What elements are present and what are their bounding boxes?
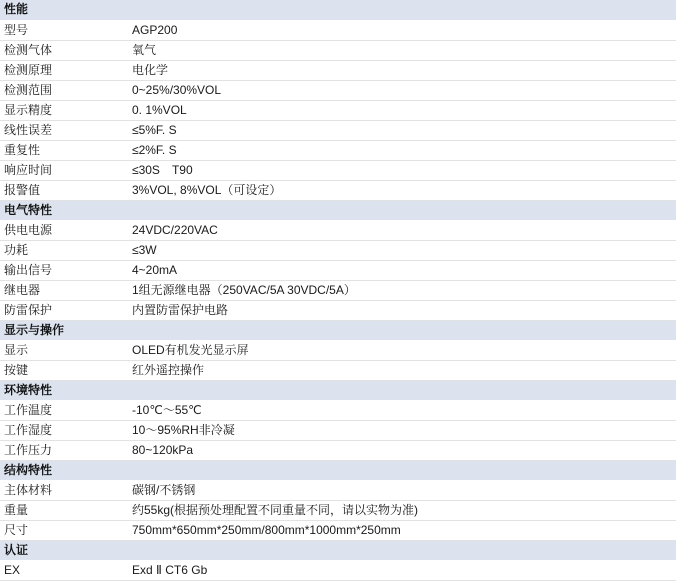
row-value: 1组无源继电器（250VAC/5A 30VDC/5A） — [128, 280, 676, 300]
section-title: 显示与操作 — [0, 320, 128, 340]
row-value: 碳钢/不锈钢 — [128, 480, 676, 500]
section-title: 环境特性 — [0, 380, 128, 400]
section-header-row — [0, 0, 676, 20]
row-value: 4~20mA — [128, 260, 676, 280]
table-row — [0, 480, 676, 500]
table-row — [0, 420, 676, 440]
row-value: ≤3W — [128, 240, 676, 260]
table-row — [0, 140, 676, 160]
row-value: 24VDC/220VAC — [128, 220, 676, 240]
section-spacer — [128, 380, 676, 400]
section-spacer — [128, 460, 676, 480]
row-value: 氧气 — [128, 40, 676, 60]
section-title: 认证 — [0, 540, 128, 560]
row-value: -10℃～55℃ — [128, 400, 676, 420]
row-value: Exd Ⅱ CT6 Gb — [128, 560, 676, 580]
row-value: 750mm*650mm*250mm/800mm*1000mm*250mm — [128, 520, 676, 540]
table-row — [0, 280, 676, 300]
row-label: 防雷保护 — [0, 300, 128, 320]
row-value: 80~120kPa — [128, 440, 676, 460]
table-row — [0, 500, 676, 520]
table-row — [0, 440, 676, 460]
row-label: 报警值 — [0, 180, 128, 200]
row-label: 显示 — [0, 340, 128, 360]
table-row — [0, 340, 676, 360]
row-label: 重量 — [0, 500, 128, 520]
row-value: 0~25%/30%VOL — [128, 80, 676, 100]
row-label: 响应时间 — [0, 160, 128, 180]
table-row — [0, 60, 676, 80]
row-label: 尺寸 — [0, 520, 128, 540]
row-value: 红外遥控操作 — [128, 360, 676, 380]
row-label: 检测原理 — [0, 60, 128, 80]
row-value: AGP200 — [128, 20, 676, 40]
row-value: 3%VOL, 8%VOL（可设定） — [128, 180, 676, 200]
table-row — [0, 40, 676, 60]
row-value: ≤30S T90 — [128, 160, 676, 180]
row-label: 继电器 — [0, 280, 128, 300]
table-row — [0, 360, 676, 380]
section-header-row — [0, 460, 676, 480]
table-row — [0, 160, 676, 180]
row-label: 检测气体 — [0, 40, 128, 60]
section-title: 结构特性 — [0, 460, 128, 480]
table-row — [0, 20, 676, 40]
table-row — [0, 220, 676, 240]
table-row — [0, 520, 676, 540]
table-row — [0, 400, 676, 420]
row-label: 工作压力 — [0, 440, 128, 460]
section-spacer — [128, 0, 676, 20]
row-value: ≤2%F. S — [128, 140, 676, 160]
row-label: 主体材料 — [0, 480, 128, 500]
section-header-row — [0, 380, 676, 400]
section-title: 电气特性 — [0, 200, 128, 220]
table-row — [0, 300, 676, 320]
section-spacer — [128, 320, 676, 340]
row-value: 0. 1%VOL — [128, 100, 676, 120]
section-header-row — [0, 200, 676, 220]
row-value: ≤5%F. S — [128, 120, 676, 140]
row-label: 型号 — [0, 20, 128, 40]
row-label: 输出信号 — [0, 260, 128, 280]
row-label: 检测范围 — [0, 80, 128, 100]
row-value: 内置防雷保护电路 — [128, 300, 676, 320]
row-label: 功耗 — [0, 240, 128, 260]
row-label: EX — [0, 560, 128, 580]
row-label: 工作湿度 — [0, 420, 128, 440]
table-row — [0, 180, 676, 200]
row-label: 显示精度 — [0, 100, 128, 120]
section-header-row — [0, 320, 676, 340]
row-label: 工作温度 — [0, 400, 128, 420]
row-label: 线性误差 — [0, 120, 128, 140]
table-row — [0, 100, 676, 120]
table-row — [0, 240, 676, 260]
section-spacer — [128, 200, 676, 220]
row-value: 电化学 — [128, 60, 676, 80]
table-row — [0, 260, 676, 280]
row-label: 按键 — [0, 360, 128, 380]
row-value: 约55kg(根据预处理配置不同重量不同，请以实物为准) — [128, 500, 676, 520]
table-row — [0, 560, 676, 580]
table-row — [0, 80, 676, 100]
row-value: 10～95%RH非冷凝 — [128, 420, 676, 440]
row-label: 供电电源 — [0, 220, 128, 240]
section-spacer — [128, 540, 676, 560]
row-value: OLED有机发光显示屏 — [128, 340, 676, 360]
table-row — [0, 120, 676, 140]
section-title: 性能 — [0, 0, 128, 20]
row-label: 重复性 — [0, 140, 128, 160]
section-header-row — [0, 540, 676, 560]
